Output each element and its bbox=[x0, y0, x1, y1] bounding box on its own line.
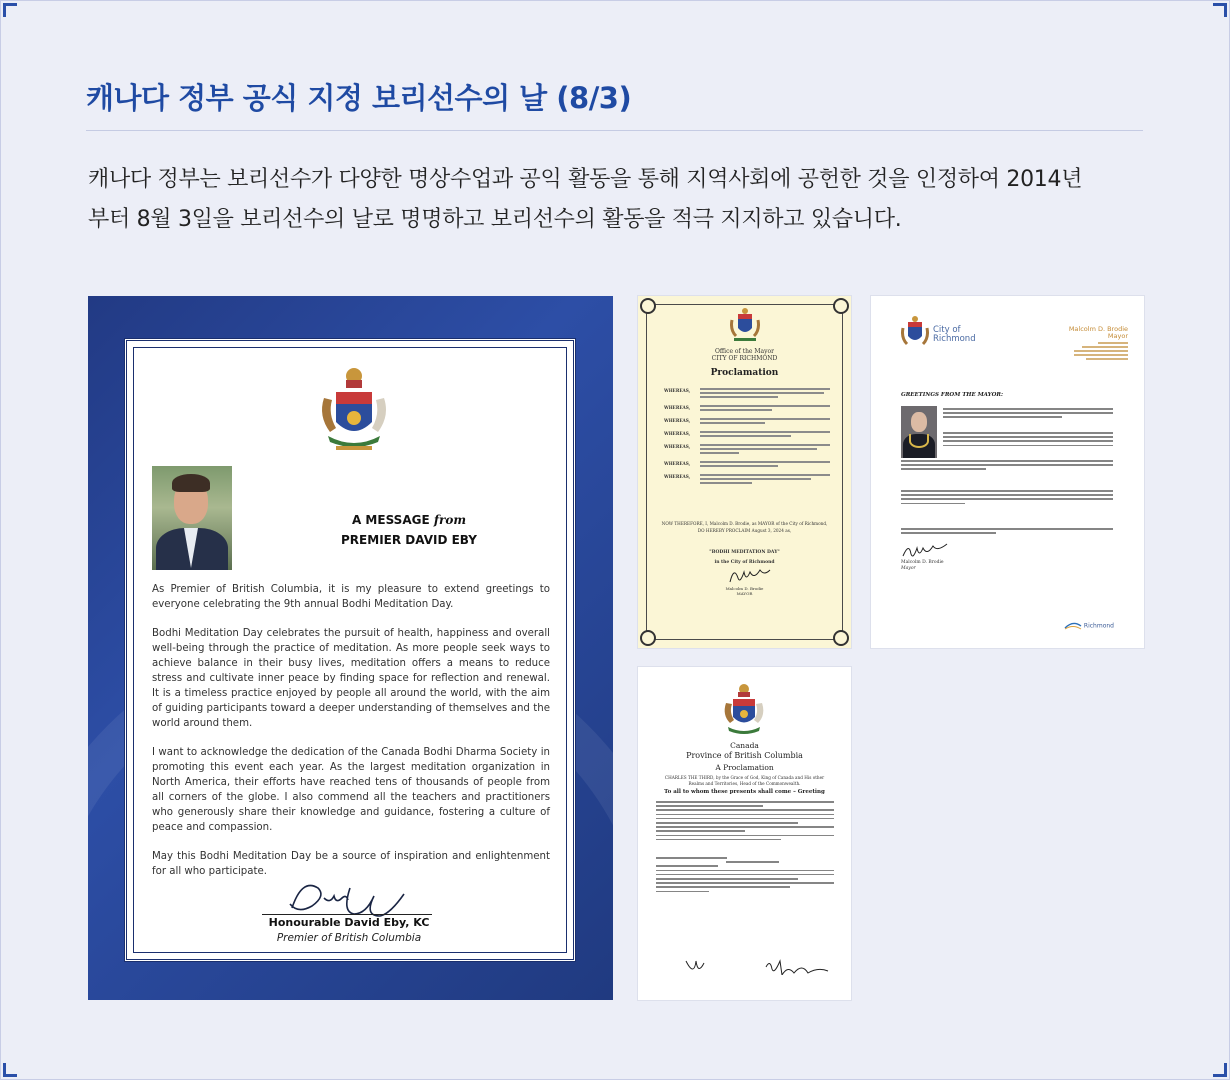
letter-body bbox=[152, 582, 550, 893]
letter-paper bbox=[133, 347, 567, 953]
signature-line bbox=[262, 914, 432, 915]
greeting-heading: GREETINGS FROM THE MAYOR: bbox=[901, 392, 1003, 398]
in-city-text: in the City of Richmond bbox=[714, 560, 775, 565]
premier-letter-image bbox=[88, 296, 613, 1000]
royal-style-text: CHARLES THE THIRD, by the Grace of God, King of Canada and His other Realms and Territories, Head of the Commonwealth. bbox=[664, 775, 825, 786]
whereas-row: WHEREAS, bbox=[664, 461, 830, 469]
ornament-icon bbox=[640, 630, 656, 646]
whereas-list bbox=[664, 388, 830, 491]
letter-text-lines bbox=[901, 528, 1113, 536]
corner-mark bbox=[3, 1063, 17, 1077]
city-logo-text: City of Richmond bbox=[933, 325, 976, 344]
richmond-crest-icon bbox=[901, 316, 929, 350]
ornament-icon bbox=[640, 298, 656, 314]
message-heading: A MESSAGE from PREMIER DAVID EBY bbox=[341, 513, 477, 547]
day-name: "BODHI MEDITATION DAY" bbox=[709, 550, 780, 555]
mayor-signature-icon bbox=[726, 566, 774, 586]
letter-text-lines bbox=[901, 490, 1113, 507]
richmond-wave-icon bbox=[1064, 622, 1082, 630]
title-divider bbox=[86, 130, 1143, 131]
mayor-signature-icon bbox=[901, 542, 951, 560]
greeting-line: To all to whom these presents shall come – Greeting bbox=[664, 789, 825, 795]
ornament-icon bbox=[833, 298, 849, 314]
ornament-icon bbox=[833, 630, 849, 646]
corner-mark bbox=[3, 3, 17, 17]
letter-paragraph: As Premier of British Columbia, it is my pleasure to extend greetings to everyone celebrating the 9th annual Bodhi Meditation Day. bbox=[152, 584, 550, 610]
whereas-row: WHEREAS, bbox=[664, 444, 830, 456]
office-label: Office of the Mayor CITY OF RICHMOND bbox=[711, 348, 778, 362]
bc-coat-of-arms-icon bbox=[306, 362, 402, 458]
signature-icon bbox=[762, 957, 832, 975]
signature-icon bbox=[682, 957, 712, 975]
letter-text-lines bbox=[943, 408, 1113, 421]
bc-proclamation-image bbox=[638, 667, 851, 1000]
corner-mark bbox=[1213, 3, 1227, 17]
greeting-signer: Malcolm D. Brodie Mayor bbox=[901, 560, 944, 571]
richmond-proclamation-image bbox=[638, 296, 851, 648]
letter-text-lines bbox=[901, 460, 1113, 473]
intro-line: 부터 8월 3일을 보리선수의 날로 명명하고 보리선수의 활동을 적극 지지하고 있습니다. bbox=[88, 207, 902, 232]
letter-border bbox=[124, 338, 576, 962]
mayor-signer: Malcolm D. Brodie MAYOR bbox=[725, 586, 764, 596]
whereas-row: WHEREAS, bbox=[664, 405, 830, 413]
province-label: Province of British Columbia bbox=[686, 751, 803, 760]
mayor-greeting-image bbox=[871, 296, 1144, 648]
whereas-row: WHEREAS, bbox=[664, 388, 830, 400]
signer-title: Premier of British Columbia bbox=[276, 932, 422, 944]
letter-text-lines bbox=[943, 432, 1113, 449]
proclamation-text-lines bbox=[656, 801, 834, 843]
letter-paragraph: May this Bodhi Meditation Day be a source of inspiration and enlightenment for all who participate. bbox=[152, 851, 550, 877]
whereas-row: WHEREAS, bbox=[664, 431, 830, 439]
mayor-photo bbox=[901, 406, 937, 458]
proclamation-title: Proclamation bbox=[710, 368, 779, 378]
richmond-brand: Richmond bbox=[1064, 622, 1114, 630]
now-therefore-text: NOW THEREFORE, I, Malcolm D. Brodie, as MAYOR of the City of Richmond, DO HEREBY PROCLAIM August 3, 2024 as, bbox=[661, 521, 828, 533]
country-label: Canada bbox=[730, 741, 759, 750]
page-title: 캐나다 정부 공식 지정 보리선수의 날 (8/3) bbox=[86, 81, 632, 115]
letter-paragraph: I want to acknowledge the dedication of the Canada Bodhi Dharma Society in promoting this event each year. As the largest meditation organization in North America, their efforts have reached tens of thousands of people from all corners of the globe. I also commend all the teachers and practitioners who generously share their knowledge and guidance, fostering a culture of peace and compassion. bbox=[152, 747, 550, 833]
intro-text bbox=[88, 160, 1148, 240]
signer-name: Honourable David Eby, KC bbox=[268, 916, 430, 929]
letter-paragraph: Bodhi Meditation Day celebrates the pursuit of health, happiness and overall well-being through the practice of meditation. As more people seek ways to achieve balance in their busy lives, meditation offers a means to reduce stress and cultivate inner peace by finding space for reflection and renewal. It is a timeless practice enjoyed by people all around the world, with the aim of guiding participants toward a deeper understanding of themselves and the world around them. bbox=[152, 628, 550, 729]
richmond-crest-icon bbox=[730, 308, 760, 344]
corner-mark bbox=[1213, 1063, 1227, 1077]
premier-photo bbox=[152, 466, 232, 570]
mayor-letterhead: Malcolm D. Brodie Mayor bbox=[1068, 325, 1128, 340]
address-block bbox=[1048, 342, 1128, 362]
proclamation-text-lines bbox=[656, 857, 834, 895]
whereas-row: WHEREAS, bbox=[664, 474, 830, 486]
proclamation-title: A Proclamation bbox=[715, 763, 774, 772]
intro-line: 캐나다 정부는 보리선수가 다양한 명상수업과 공익 활동을 통해 지역사회에 공헌한 것을 인정하여 2014년 bbox=[88, 167, 1083, 192]
whereas-row: WHEREAS, bbox=[664, 418, 830, 426]
bc-coat-of-arms-icon bbox=[716, 681, 772, 739]
